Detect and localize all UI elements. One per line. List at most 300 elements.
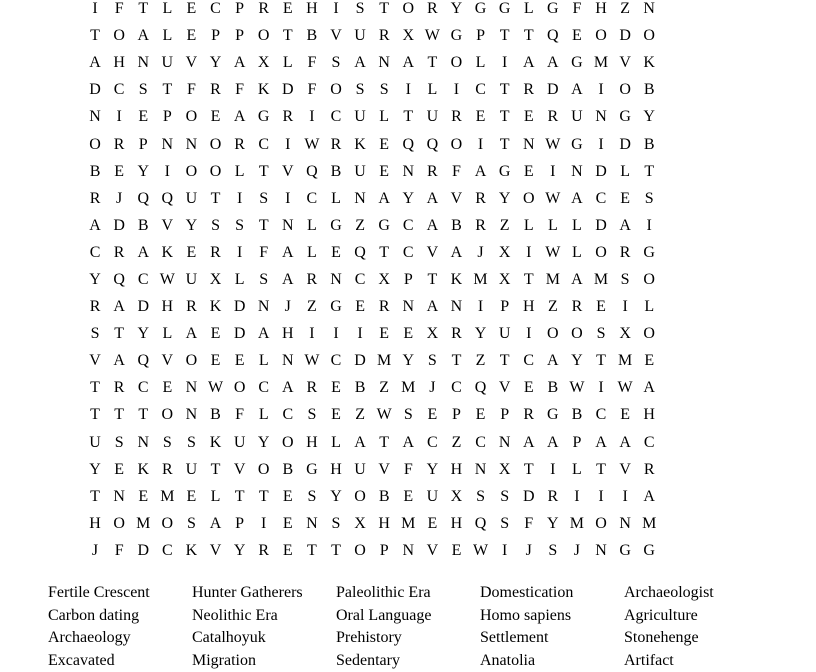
grid-letter[interactable]: V bbox=[420, 537, 444, 564]
grid-letter[interactable]: A bbox=[348, 49, 372, 76]
grid-letter[interactable]: G bbox=[541, 401, 565, 428]
grid-letter[interactable]: I bbox=[589, 374, 613, 401]
grid-letter[interactable]: N bbox=[276, 212, 300, 239]
grid-letter[interactable]: B bbox=[348, 374, 372, 401]
grid-letter[interactable]: I bbox=[276, 131, 300, 158]
grid-letter[interactable]: O bbox=[637, 22, 661, 49]
grid-letter[interactable]: Z bbox=[469, 347, 493, 374]
grid-letter[interactable]: A bbox=[372, 185, 396, 212]
grid-letter[interactable]: O bbox=[348, 537, 372, 564]
grid-letter[interactable]: E bbox=[179, 22, 203, 49]
grid-letter[interactable]: M bbox=[469, 266, 493, 293]
grid-letter[interactable]: G bbox=[493, 0, 517, 22]
grid-letter[interactable]: E bbox=[179, 483, 203, 510]
grid-letter[interactable]: E bbox=[324, 239, 348, 266]
grid-letter[interactable]: Y bbox=[83, 456, 107, 483]
grid-letter[interactable]: S bbox=[348, 76, 372, 103]
grid-letter[interactable]: U bbox=[420, 483, 444, 510]
grid-letter[interactable]: O bbox=[107, 510, 131, 537]
grid-letter[interactable]: E bbox=[565, 22, 589, 49]
grid-letter[interactable]: G bbox=[613, 537, 637, 564]
grid-letter[interactable]: O bbox=[348, 483, 372, 510]
grid-letter[interactable]: X bbox=[372, 266, 396, 293]
grid-letter[interactable]: B bbox=[541, 374, 565, 401]
grid-letter[interactable]: A bbox=[348, 429, 372, 456]
grid-letter[interactable]: A bbox=[420, 293, 444, 320]
grid-letter[interactable]: I bbox=[541, 456, 565, 483]
grid-letter[interactable]: C bbox=[252, 374, 276, 401]
grid-letter[interactable]: S bbox=[203, 212, 227, 239]
grid-letter[interactable]: N bbox=[517, 131, 541, 158]
grid-letter[interactable]: A bbox=[420, 212, 444, 239]
grid-letter[interactable]: R bbox=[203, 76, 227, 103]
grid-letter[interactable]: P bbox=[228, 510, 252, 537]
grid-letter[interactable]: I bbox=[276, 185, 300, 212]
grid-letter[interactable]: B bbox=[203, 401, 227, 428]
grid-letter[interactable]: L bbox=[324, 429, 348, 456]
grid-letter[interactable]: F bbox=[565, 0, 589, 22]
grid-letter[interactable]: I bbox=[637, 212, 661, 239]
grid-letter[interactable]: T bbox=[107, 401, 131, 428]
grid-letter[interactable]: G bbox=[565, 131, 589, 158]
grid-letter[interactable]: E bbox=[131, 483, 155, 510]
grid-letter[interactable]: X bbox=[396, 22, 420, 49]
grid-letter[interactable]: T bbox=[517, 266, 541, 293]
grid-letter[interactable]: E bbox=[613, 185, 637, 212]
grid-letter[interactable]: T bbox=[131, 0, 155, 22]
grid-letter[interactable]: T bbox=[420, 49, 444, 76]
grid-letter[interactable]: T bbox=[420, 266, 444, 293]
grid-letter[interactable]: K bbox=[203, 429, 227, 456]
grid-letter[interactable]: E bbox=[469, 103, 493, 130]
grid-letter[interactable]: U bbox=[348, 158, 372, 185]
grid-letter[interactable]: I bbox=[493, 537, 517, 564]
grid-letter[interactable]: M bbox=[372, 347, 396, 374]
grid-letter[interactable]: U bbox=[179, 266, 203, 293]
grid-letter[interactable]: A bbox=[517, 49, 541, 76]
grid-letter[interactable]: G bbox=[324, 212, 348, 239]
grid-letter[interactable]: I bbox=[493, 49, 517, 76]
grid-letter[interactable]: G bbox=[372, 212, 396, 239]
grid-letter[interactable]: G bbox=[637, 537, 661, 564]
grid-letter[interactable]: T bbox=[493, 131, 517, 158]
grid-letter[interactable]: I bbox=[348, 320, 372, 347]
grid-letter[interactable]: I bbox=[252, 510, 276, 537]
grid-letter[interactable]: K bbox=[637, 49, 661, 76]
grid-letter[interactable]: A bbox=[396, 429, 420, 456]
grid-letter[interactable]: R bbox=[300, 266, 324, 293]
grid-letter[interactable]: R bbox=[107, 239, 131, 266]
grid-letter[interactable]: M bbox=[589, 266, 613, 293]
grid-letter[interactable]: H bbox=[444, 456, 468, 483]
grid-letter[interactable]: O bbox=[228, 374, 252, 401]
grid-letter[interactable]: R bbox=[613, 239, 637, 266]
grid-letter[interactable]: W bbox=[372, 401, 396, 428]
grid-letter[interactable]: N bbox=[396, 293, 420, 320]
grid-letter[interactable]: F bbox=[300, 76, 324, 103]
grid-letter[interactable]: M bbox=[155, 483, 179, 510]
grid-letter[interactable]: I bbox=[613, 293, 637, 320]
grid-letter[interactable]: S bbox=[372, 76, 396, 103]
grid-letter[interactable]: A bbox=[469, 158, 493, 185]
grid-letter[interactable]: F bbox=[396, 456, 420, 483]
grid-letter[interactable]: A bbox=[228, 49, 252, 76]
grid-letter[interactable]: I bbox=[565, 483, 589, 510]
grid-letter[interactable]: U bbox=[179, 456, 203, 483]
grid-letter[interactable]: A bbox=[420, 185, 444, 212]
grid-letter[interactable]: F bbox=[228, 76, 252, 103]
grid-letter[interactable]: O bbox=[276, 429, 300, 456]
grid-letter[interactable]: V bbox=[444, 185, 468, 212]
grid-letter[interactable]: I bbox=[300, 320, 324, 347]
grid-letter[interactable]: I bbox=[107, 103, 131, 130]
grid-letter[interactable]: Z bbox=[493, 212, 517, 239]
grid-letter[interactable]: O bbox=[252, 22, 276, 49]
grid-letter[interactable]: R bbox=[228, 131, 252, 158]
grid-letter[interactable]: S bbox=[396, 401, 420, 428]
grid-letter[interactable]: T bbox=[493, 76, 517, 103]
grid-letter[interactable]: T bbox=[252, 158, 276, 185]
grid-letter[interactable]: R bbox=[372, 22, 396, 49]
grid-letter[interactable]: Z bbox=[348, 401, 372, 428]
grid-letter[interactable]: L bbox=[541, 212, 565, 239]
grid-letter[interactable]: L bbox=[155, 0, 179, 22]
grid-letter[interactable]: N bbox=[469, 456, 493, 483]
grid-letter[interactable]: S bbox=[300, 401, 324, 428]
grid-letter[interactable]: N bbox=[155, 131, 179, 158]
grid-letter[interactable]: L bbox=[252, 347, 276, 374]
grid-letter[interactable]: H bbox=[276, 320, 300, 347]
grid-letter[interactable]: Q bbox=[131, 185, 155, 212]
grid-letter[interactable]: Y bbox=[179, 212, 203, 239]
grid-letter[interactable]: K bbox=[252, 76, 276, 103]
grid-letter[interactable]: P bbox=[493, 293, 517, 320]
grid-letter[interactable]: L bbox=[228, 158, 252, 185]
grid-letter[interactable]: N bbox=[252, 293, 276, 320]
grid-letter[interactable]: R bbox=[420, 0, 444, 22]
grid-letter[interactable]: S bbox=[613, 266, 637, 293]
grid-letter[interactable]: P bbox=[203, 22, 227, 49]
grid-letter[interactable]: T bbox=[300, 537, 324, 564]
grid-letter[interactable]: I bbox=[517, 239, 541, 266]
grid-letter[interactable]: O bbox=[179, 103, 203, 130]
grid-letter[interactable]: U bbox=[83, 429, 107, 456]
grid-letter[interactable]: D bbox=[541, 76, 565, 103]
grid-letter[interactable]: M bbox=[637, 510, 661, 537]
grid-letter[interactable]: I bbox=[541, 158, 565, 185]
grid-letter[interactable]: E bbox=[517, 158, 541, 185]
grid-letter[interactable]: I bbox=[228, 239, 252, 266]
grid-letter[interactable]: F bbox=[444, 158, 468, 185]
grid-letter[interactable]: R bbox=[469, 185, 493, 212]
grid-letter[interactable]: E bbox=[276, 483, 300, 510]
grid-letter[interactable]: O bbox=[252, 456, 276, 483]
grid-letter[interactable]: Z bbox=[541, 293, 565, 320]
grid-letter[interactable]: R bbox=[517, 76, 541, 103]
grid-letter[interactable]: N bbox=[589, 103, 613, 130]
grid-letter[interactable]: E bbox=[372, 320, 396, 347]
grid-letter[interactable]: E bbox=[276, 510, 300, 537]
grid-letter[interactable]: C bbox=[324, 347, 348, 374]
grid-letter[interactable]: L bbox=[300, 212, 324, 239]
grid-letter[interactable]: B bbox=[131, 212, 155, 239]
grid-letter[interactable]: W bbox=[541, 239, 565, 266]
grid-letter[interactable]: O bbox=[541, 320, 565, 347]
grid-letter[interactable]: O bbox=[565, 320, 589, 347]
grid-letter[interactable]: R bbox=[276, 103, 300, 130]
grid-letter[interactable]: O bbox=[396, 0, 420, 22]
grid-letter[interactable]: V bbox=[372, 456, 396, 483]
grid-letter[interactable]: Q bbox=[469, 374, 493, 401]
grid-letter[interactable]: R bbox=[107, 374, 131, 401]
grid-letter[interactable]: H bbox=[83, 510, 107, 537]
grid-letter[interactable]: K bbox=[155, 239, 179, 266]
grid-letter[interactable]: U bbox=[155, 49, 179, 76]
grid-letter[interactable]: I bbox=[155, 158, 179, 185]
grid-letter[interactable]: B bbox=[83, 158, 107, 185]
grid-letter[interactable]: A bbox=[517, 429, 541, 456]
grid-letter[interactable]: D bbox=[589, 158, 613, 185]
grid-letter[interactable]: T bbox=[396, 103, 420, 130]
grid-letter[interactable]: C bbox=[203, 0, 227, 22]
grid-letter[interactable]: N bbox=[396, 158, 420, 185]
grid-letter[interactable]: A bbox=[276, 266, 300, 293]
grid-letter[interactable]: L bbox=[613, 158, 637, 185]
grid-letter[interactable]: Q bbox=[131, 347, 155, 374]
grid-letter[interactable]: U bbox=[565, 103, 589, 130]
grid-letter[interactable]: H bbox=[637, 401, 661, 428]
grid-letter[interactable]: O bbox=[589, 22, 613, 49]
grid-letter[interactable]: P bbox=[444, 401, 468, 428]
grid-letter[interactable]: C bbox=[420, 429, 444, 456]
grid-letter[interactable]: Z bbox=[444, 429, 468, 456]
grid-letter[interactable]: E bbox=[420, 401, 444, 428]
grid-letter[interactable]: A bbox=[131, 239, 155, 266]
grid-letter[interactable]: R bbox=[300, 374, 324, 401]
grid-letter[interactable]: O bbox=[203, 158, 227, 185]
grid-letter[interactable]: N bbox=[493, 429, 517, 456]
grid-letter[interactable]: H bbox=[517, 293, 541, 320]
grid-letter[interactable]: N bbox=[276, 347, 300, 374]
grid-letter[interactable]: R bbox=[541, 103, 565, 130]
grid-letter[interactable]: E bbox=[155, 374, 179, 401]
grid-letter[interactable]: L bbox=[276, 49, 300, 76]
grid-letter[interactable]: S bbox=[469, 483, 493, 510]
grid-letter[interactable]: A bbox=[83, 212, 107, 239]
grid-letter[interactable]: M bbox=[565, 510, 589, 537]
grid-letter[interactable]: E bbox=[324, 374, 348, 401]
grid-letter[interactable]: R bbox=[83, 185, 107, 212]
grid-letter[interactable]: P bbox=[493, 401, 517, 428]
grid-letter[interactable]: Y bbox=[228, 537, 252, 564]
grid-letter[interactable]: N bbox=[324, 266, 348, 293]
grid-letter[interactable]: F bbox=[228, 401, 252, 428]
grid-letter[interactable]: V bbox=[228, 456, 252, 483]
grid-letter[interactable]: A bbox=[565, 266, 589, 293]
grid-letter[interactable]: R bbox=[444, 320, 468, 347]
grid-letter[interactable]: T bbox=[372, 429, 396, 456]
grid-letter[interactable]: C bbox=[131, 374, 155, 401]
grid-letter[interactable]: Z bbox=[613, 0, 637, 22]
grid-letter[interactable]: C bbox=[252, 131, 276, 158]
grid-letter[interactable]: L bbox=[155, 320, 179, 347]
grid-letter[interactable]: F bbox=[252, 239, 276, 266]
grid-letter[interactable]: B bbox=[444, 212, 468, 239]
grid-letter[interactable]: J bbox=[83, 537, 107, 564]
grid-letter[interactable]: E bbox=[131, 103, 155, 130]
grid-letter[interactable]: X bbox=[203, 266, 227, 293]
grid-letter[interactable]: G bbox=[252, 103, 276, 130]
grid-letter[interactable]: I bbox=[324, 320, 348, 347]
grid-letter[interactable]: I bbox=[324, 0, 348, 22]
grid-letter[interactable]: C bbox=[444, 374, 468, 401]
grid-letter[interactable]: O bbox=[589, 239, 613, 266]
grid-letter[interactable]: X bbox=[493, 456, 517, 483]
grid-letter[interactable]: V bbox=[613, 456, 637, 483]
grid-letter[interactable]: E bbox=[396, 320, 420, 347]
grid-letter[interactable]: O bbox=[155, 510, 179, 537]
grid-letter[interactable]: Y bbox=[541, 510, 565, 537]
grid-letter[interactable]: N bbox=[131, 429, 155, 456]
grid-letter[interactable]: A bbox=[613, 429, 637, 456]
grid-letter[interactable]: O bbox=[589, 510, 613, 537]
grid-letter[interactable]: T bbox=[324, 537, 348, 564]
grid-letter[interactable]: S bbox=[420, 347, 444, 374]
grid-letter[interactable]: O bbox=[517, 185, 541, 212]
grid-letter[interactable]: T bbox=[517, 456, 541, 483]
grid-letter[interactable]: K bbox=[203, 293, 227, 320]
grid-letter[interactable]: N bbox=[565, 158, 589, 185]
grid-letter[interactable]: R bbox=[444, 103, 468, 130]
grid-letter[interactable]: N bbox=[372, 49, 396, 76]
grid-letter[interactable]: G bbox=[637, 239, 661, 266]
grid-letter[interactable]: Q bbox=[396, 131, 420, 158]
grid-letter[interactable]: D bbox=[131, 537, 155, 564]
grid-letter[interactable]: I bbox=[589, 76, 613, 103]
grid-letter[interactable]: U bbox=[348, 22, 372, 49]
grid-letter[interactable]: S bbox=[493, 483, 517, 510]
grid-letter[interactable]: U bbox=[348, 456, 372, 483]
grid-letter[interactable]: F bbox=[179, 76, 203, 103]
grid-letter[interactable]: Y bbox=[637, 103, 661, 130]
grid-letter[interactable]: Y bbox=[444, 0, 468, 22]
grid-letter[interactable]: N bbox=[348, 185, 372, 212]
grid-letter[interactable]: D bbox=[348, 347, 372, 374]
grid-letter[interactable]: O bbox=[324, 76, 348, 103]
grid-letter[interactable]: S bbox=[324, 49, 348, 76]
grid-letter[interactable]: T bbox=[252, 483, 276, 510]
grid-letter[interactable]: W bbox=[420, 22, 444, 49]
grid-letter[interactable]: E bbox=[324, 401, 348, 428]
grid-letter[interactable]: U bbox=[179, 185, 203, 212]
grid-letter[interactable]: L bbox=[517, 212, 541, 239]
grid-letter[interactable]: G bbox=[300, 456, 324, 483]
grid-letter[interactable]: C bbox=[589, 401, 613, 428]
grid-letter[interactable]: R bbox=[517, 401, 541, 428]
grid-letter[interactable]: U bbox=[420, 103, 444, 130]
grid-letter[interactable]: T bbox=[228, 483, 252, 510]
grid-letter[interactable]: S bbox=[131, 76, 155, 103]
grid-letter[interactable]: A bbox=[83, 49, 107, 76]
grid-letter[interactable]: R bbox=[469, 212, 493, 239]
grid-letter[interactable]: S bbox=[348, 0, 372, 22]
grid-letter[interactable]: O bbox=[107, 22, 131, 49]
grid-letter[interactable]: S bbox=[83, 320, 107, 347]
grid-letter[interactable]: M bbox=[613, 347, 637, 374]
grid-letter[interactable]: Y bbox=[469, 320, 493, 347]
grid-letter[interactable]: C bbox=[155, 537, 179, 564]
grid-letter[interactable]: I bbox=[469, 131, 493, 158]
grid-letter[interactable]: H bbox=[300, 429, 324, 456]
grid-letter[interactable]: T bbox=[517, 22, 541, 49]
grid-letter[interactable]: J bbox=[420, 374, 444, 401]
grid-letter[interactable]: W bbox=[541, 131, 565, 158]
grid-letter[interactable]: W bbox=[565, 374, 589, 401]
grid-letter[interactable]: L bbox=[565, 239, 589, 266]
grid-letter[interactable]: Q bbox=[420, 131, 444, 158]
grid-letter[interactable]: O bbox=[637, 266, 661, 293]
grid-letter[interactable]: T bbox=[83, 483, 107, 510]
grid-letter[interactable]: O bbox=[444, 131, 468, 158]
grid-letter[interactable]: R bbox=[107, 131, 131, 158]
grid-letter[interactable]: N bbox=[444, 293, 468, 320]
grid-letter[interactable]: X bbox=[420, 320, 444, 347]
grid-letter[interactable]: W bbox=[541, 185, 565, 212]
grid-letter[interactable]: C bbox=[396, 212, 420, 239]
grid-letter[interactable]: A bbox=[131, 22, 155, 49]
grid-letter[interactable]: T bbox=[372, 0, 396, 22]
grid-letter[interactable]: L bbox=[372, 103, 396, 130]
grid-letter[interactable]: W bbox=[469, 537, 493, 564]
grid-letter[interactable]: C bbox=[348, 266, 372, 293]
grid-letter[interactable]: N bbox=[131, 49, 155, 76]
grid-letter[interactable]: G bbox=[541, 0, 565, 22]
grid-letter[interactable]: F bbox=[107, 537, 131, 564]
grid-letter[interactable]: I bbox=[613, 483, 637, 510]
grid-letter[interactable]: V bbox=[324, 22, 348, 49]
grid-letter[interactable]: C bbox=[637, 429, 661, 456]
grid-letter[interactable]: Y bbox=[131, 320, 155, 347]
grid-letter[interactable]: E bbox=[420, 510, 444, 537]
grid-letter[interactable]: N bbox=[179, 374, 203, 401]
grid-letter[interactable]: S bbox=[300, 483, 324, 510]
grid-letter[interactable]: O bbox=[203, 131, 227, 158]
grid-letter[interactable]: O bbox=[637, 320, 661, 347]
grid-letter[interactable]: V bbox=[276, 158, 300, 185]
grid-letter[interactable]: X bbox=[613, 320, 637, 347]
grid-letter[interactable]: R bbox=[155, 456, 179, 483]
grid-letter[interactable]: J bbox=[107, 185, 131, 212]
grid-letter[interactable]: A bbox=[396, 49, 420, 76]
grid-letter[interactable]: S bbox=[179, 429, 203, 456]
grid-letter[interactable]: K bbox=[348, 131, 372, 158]
grid-letter[interactable]: N bbox=[83, 103, 107, 130]
grid-letter[interactable]: I bbox=[83, 0, 107, 22]
grid-letter[interactable]: U bbox=[493, 320, 517, 347]
grid-letter[interactable]: T bbox=[493, 22, 517, 49]
grid-letter[interactable]: S bbox=[179, 510, 203, 537]
grid-letter[interactable]: E bbox=[228, 347, 252, 374]
grid-letter[interactable]: X bbox=[493, 266, 517, 293]
grid-letter[interactable]: E bbox=[107, 158, 131, 185]
grid-letter[interactable]: C bbox=[396, 239, 420, 266]
grid-letter[interactable]: E bbox=[613, 401, 637, 428]
grid-letter[interactable]: T bbox=[131, 401, 155, 428]
grid-letter[interactable]: E bbox=[517, 103, 541, 130]
grid-letter[interactable]: P bbox=[396, 266, 420, 293]
grid-letter[interactable]: A bbox=[541, 429, 565, 456]
grid-letter[interactable]: A bbox=[541, 49, 565, 76]
